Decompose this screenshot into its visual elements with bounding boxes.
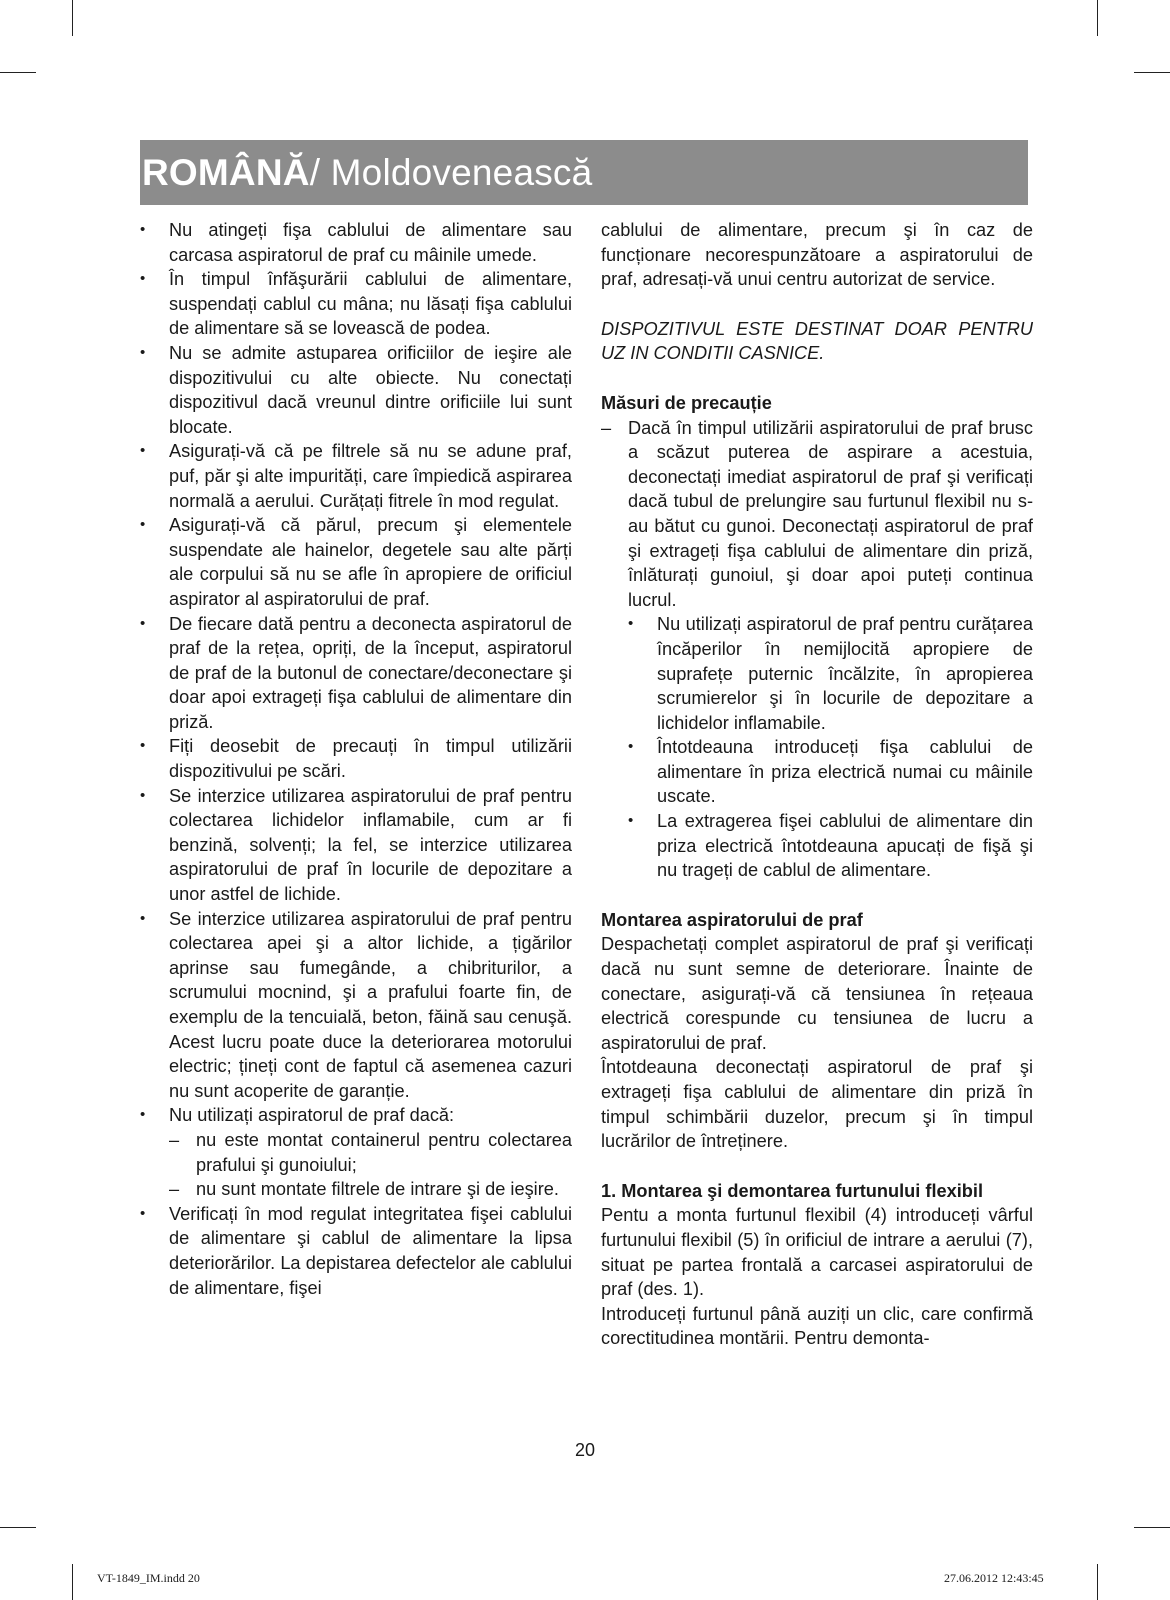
list-item: • Asigurați-vă că părul, precum şi elementele suspendate ale hainelor, degetele sau alte părți ale corpului să nu se afle în apropiere de orificiul aspirator al aspiratorului de praf. xyxy=(140,513,572,611)
precautions-list xyxy=(601,416,1033,883)
list-item: • Întotdeauna introduceți fişa cablului de alimentare în priza electrică numai cu mâinile uscate. xyxy=(628,735,1033,809)
list-item: • Asigurați-vă că pe filtrele să nu se adune praf, puf, păr şi alte impurități, care împiedică aspirarea normală a aerului. Curățați fitrele în mod regulat. xyxy=(140,439,572,513)
list-item: • Nu se admite astuparea orificiilor de ieşire ale dispozitivului cu alte obiecte. Nu conectați dispozitivul dacă vreunul dintre orificiile lui sunt blocate. xyxy=(140,341,572,439)
crop-mark xyxy=(1134,1527,1170,1528)
list-item: • Fiți deosebit de precauți în timpul utilizării dispozitivului pe scări. xyxy=(140,734,572,783)
crop-mark xyxy=(1097,0,1098,36)
right-column xyxy=(601,218,1033,1351)
precautions-heading: Măsuri de precauție xyxy=(601,392,772,413)
crop-mark xyxy=(0,72,36,73)
continuation-paragraph: cablului de alimentare, precum şi în caz de funcționare necorespunzătoare a aspiratorului de praf, adresați-vă unui centru autorizat de service. xyxy=(601,220,1033,290)
list-item: • Se interzice utilizarea aspiratorului de praf pentru colectarea lichidelor inflamabile, cum ar fi benzină, solvenți; la fel, se interzice utilizarea aspiratorului de praf în locurile de depozitare a unor astfel de lichide. xyxy=(140,784,572,907)
list-item-with-sublist xyxy=(140,1103,572,1201)
crop-mark xyxy=(72,1564,73,1600)
list-item: • De fiecare dată pentru a deconecta aspiratorul de praf de la rețea, opriți, de la început, aspiratorul de praf de la butonul de conectare/deconectare şi doar apoi extrageți fişa cablului de alimentare din priză. xyxy=(140,612,572,735)
header-title-bold: ROMÂNĂ xyxy=(142,151,310,193)
crop-mark xyxy=(1097,1564,1098,1600)
list-item: • La extragerea fişei cablului de alimentare din priza electrică întotdeauna apucați de fişă şi nu trageți de cablul de alimentare. xyxy=(628,809,1033,883)
footer-filename: VT-1849_IM.indd 20 xyxy=(97,1571,200,1585)
hose-paragraph: Pentu a monta furtunul flexibil (4) introduceți vârful furtunului flexibil (5) în orificiul de intrare a aerului (7), situat pe partea frontală a carcasei aspiratorului de praf (des. 1). xyxy=(601,1205,1033,1300)
sub-list xyxy=(169,1128,572,1202)
footer-timestamp: 27.06.2012 12:43:45 xyxy=(944,1571,1044,1585)
precautions-bullet-list xyxy=(628,612,1033,883)
left-column xyxy=(140,218,572,1300)
crop-mark xyxy=(0,1527,36,1528)
crop-mark xyxy=(72,0,73,36)
hose-paragraph: Introduceți furtunul până auziți un clic, care confirmă corectitudinea montării. Pentru demonta- xyxy=(601,1303,1033,1349)
safety-bullet-list xyxy=(140,218,572,1300)
language-header xyxy=(140,140,1028,205)
list-item-text: Nu utilizați aspiratorul de praf dacă: xyxy=(169,1105,455,1126)
hose-heading: 1. Montarea şi demontarea furtunului flexibil xyxy=(601,1180,983,1201)
household-use-notice: DISPOZITIVUL ESTE DESTINAT DOAR PENTRU UZ IN CONDITII CASNICE. xyxy=(601,318,1033,364)
list-item: • În timpul înfăşurării cablului de alimentare, suspendați cablul cu mâna; nu lăsați fişa cablului de alimentare să se lovească de podea. xyxy=(140,267,572,341)
page-number: 20 xyxy=(574,1440,596,1460)
list-item: • Nu utilizați aspiratorul de praf pentru curățarea încăperilor în nemijlocită apropiere de suprafețe puternic încălzite, în apropierea scrumierelor şi în locurile de depozitare a lichidelor inflamabile. xyxy=(628,612,1033,735)
crop-mark xyxy=(1134,72,1170,73)
precaution-dash-item xyxy=(601,416,1033,883)
list-item: • Se interzice utilizarea aspiratorului de praf pentru colectarea apei şi a altor lichide, a țigărilor aprinse sau fumegânde, a chibriturilor, a scrumului mocnind, şi a prafului foarte fin, de exemplu de la tencuială, beton, făină sau cenuşă. Acest lucru poate duce la deteriorarea motorului electric; țineți cont de faptul că asemenea cazuri nu sunt acoperite de garanție. xyxy=(140,907,572,1104)
assembly-paragraph: Despachetați complet aspiratorul de praf şi verificați dacă nu sunt semne de deteriorare. Înainte de conectare, asigurați-vă că tensiunea în rețeaua electrică corespunde cu tensiunea de lucru a aspiratorului de praf. xyxy=(601,934,1033,1053)
sub-list-item: – nu este montat containerul pentru colectarea prafului şi gunoiului; xyxy=(169,1128,572,1177)
assembly-paragraph: Întotdeauna deconectați aspiratorul de praf şi extrageți fişa cablului de alimentare din priză în timpul schimbării duzelor, precum şi în timpul lucrărilor de întreținere. xyxy=(601,1057,1033,1152)
list-item: • Verificați în mod regulat integritatea fişei cablului de alimentare şi cablul de alimentare la lipsa deteriorărilor. La depistarea defectelor ale cablului de alimentare, fişei xyxy=(140,1202,572,1300)
precaution-text: Dacă în timpul utilizării aspiratorului de praf brusc a scăzut puterea de aspirare a acestuia, deconectați imediat aspiratorul de praf şi verificați dacă tubul de prelungire sau furtunul flexibil nu s-au bătut cu gunoi. Deconectați aspiratorul de praf şi extrageți fişa cablului de alimentare din priză, înlăturați gunoiul, şi doar apoi puteți continua lucrul. xyxy=(628,417,1033,610)
assembly-heading: Montarea aspiratorului de praf xyxy=(601,909,863,930)
header-title-rest: / Moldovenească xyxy=(309,151,593,193)
list-item: • Nu atingeți fişa cablului de alimentare sau carcasa aspiratorul de praf cu mâinile umede. xyxy=(140,218,572,267)
sub-list-item: – nu sunt montate filtrele de intrare şi de ieşire. xyxy=(169,1177,572,1202)
